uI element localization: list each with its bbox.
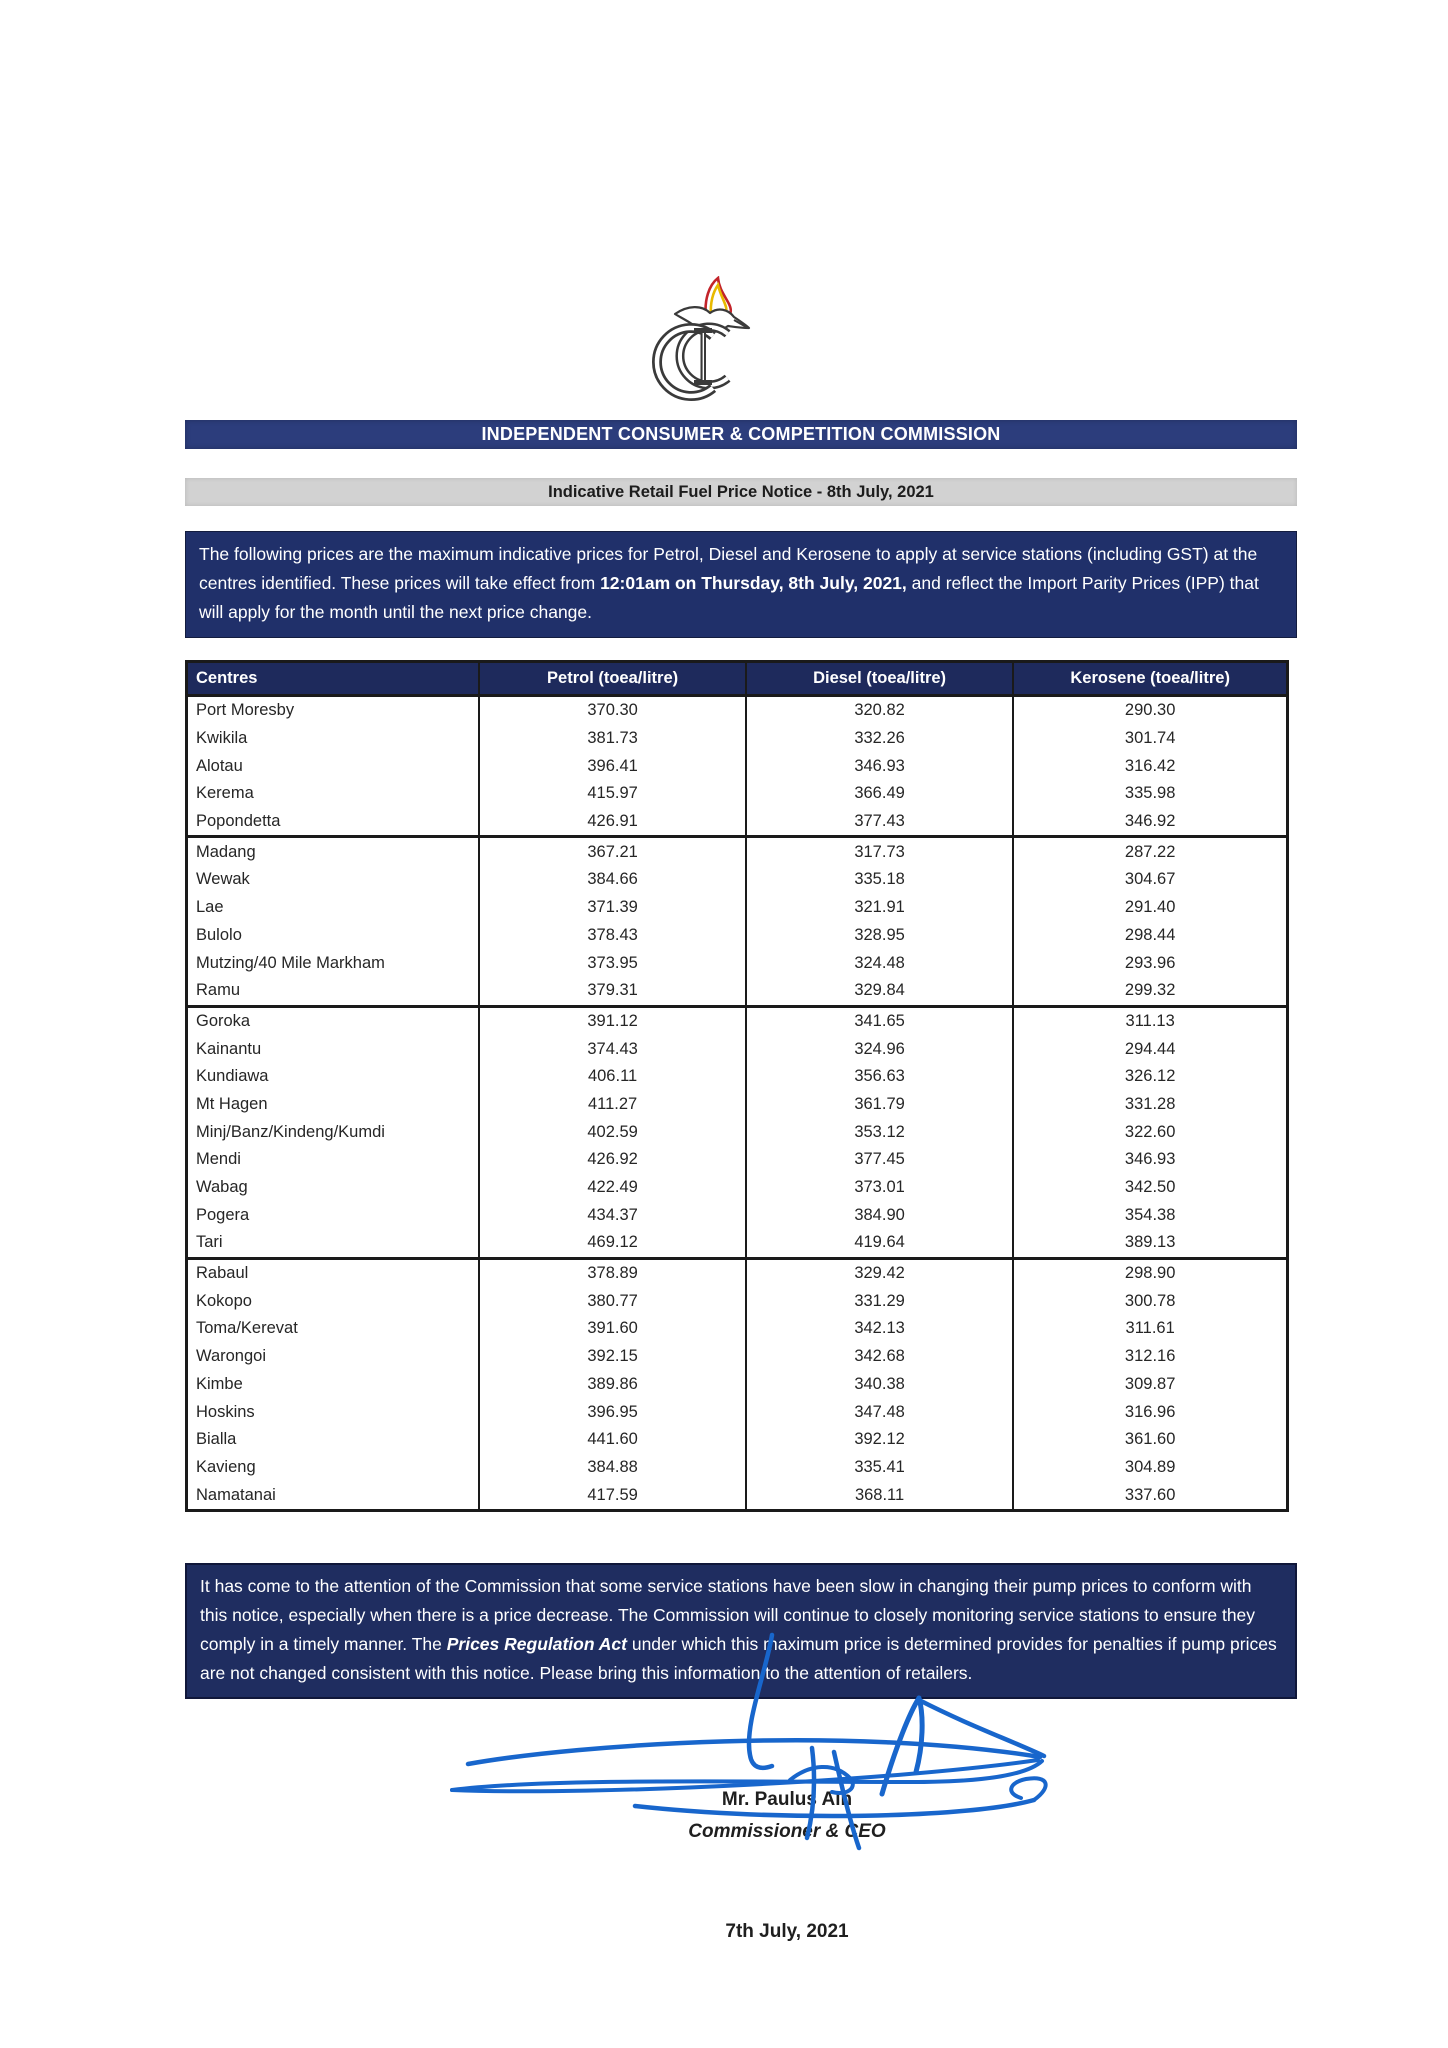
centre-cell: Mendi <box>187 1146 480 1174</box>
price-cell: 377.43 <box>746 808 1014 837</box>
price-cell: 378.89 <box>479 1258 745 1287</box>
price-cell: 354.38 <box>1013 1201 1287 1229</box>
table-row <box>187 1006 1288 1035</box>
price-cell: 342.13 <box>746 1315 1014 1343</box>
price-cell: 389.86 <box>479 1371 745 1399</box>
centre-cell: Toma/Kerevat <box>187 1315 480 1343</box>
price-cell: 311.61 <box>1013 1315 1287 1343</box>
price-cell: 389.13 <box>1013 1229 1287 1258</box>
price-cell: 379.31 <box>479 977 745 1006</box>
price-cell: 331.28 <box>1013 1091 1287 1119</box>
signatory-title: Commissioner & CEO <box>688 1821 886 1842</box>
price-cell: 298.90 <box>1013 1258 1287 1287</box>
centre-cell: Namatanai <box>187 1481 480 1510</box>
price-cell: 340.38 <box>746 1371 1014 1399</box>
table-header <box>187 662 1288 696</box>
price-cell: 316.42 <box>1013 752 1287 780</box>
price-cell: 392.12 <box>746 1426 1014 1454</box>
price-cell: 426.91 <box>479 808 745 837</box>
org-title: INDEPENDENT CONSUMER & COMPETITION COMMISSION <box>481 424 1001 444</box>
centre-cell: Mutzing/40 Mile Markham <box>187 949 480 977</box>
centre-cell: Pogera <box>187 1201 480 1229</box>
compliance-notice <box>185 1563 1297 1699</box>
centre-cell: Kwikila <box>187 725 480 753</box>
centre-cell: Kavieng <box>187 1454 480 1482</box>
price-cell: 293.96 <box>1013 949 1287 977</box>
price-cell: 380.77 <box>479 1287 745 1315</box>
centre-cell: Lae <box>187 894 480 922</box>
price-cell: 361.60 <box>1013 1426 1287 1454</box>
price-cell: 441.60 <box>479 1426 745 1454</box>
price-cell: 415.97 <box>479 780 745 808</box>
table-row <box>187 837 1288 866</box>
centre-cell: Kerema <box>187 780 480 808</box>
table-row <box>187 977 1288 1006</box>
table-row <box>187 1481 1288 1510</box>
price-cell: 304.67 <box>1013 866 1287 894</box>
price-cell: 426.92 <box>479 1146 745 1174</box>
price-cell: 434.37 <box>479 1201 745 1229</box>
price-cell: 346.93 <box>746 752 1014 780</box>
table-row <box>187 725 1288 753</box>
price-cell: 391.12 <box>479 1006 745 1035</box>
price-cell: 324.48 <box>746 949 1014 977</box>
price-cell: 371.39 <box>479 894 745 922</box>
price-cell: 356.63 <box>746 1063 1014 1091</box>
price-cell: 368.11 <box>746 1481 1014 1510</box>
centre-cell: Goroka <box>187 1006 480 1035</box>
price-cell: 469.12 <box>479 1229 745 1258</box>
price-cell: 290.30 <box>1013 696 1287 725</box>
price-cell: 299.32 <box>1013 977 1287 1006</box>
notice-text-act: Prices Regulation Act <box>446 1634 627 1654</box>
price-cell: 294.44 <box>1013 1035 1287 1063</box>
table-row <box>187 1229 1288 1258</box>
price-cell: 374.43 <box>479 1035 745 1063</box>
price-cell: 411.27 <box>479 1091 745 1119</box>
price-cell: 332.26 <box>746 725 1014 753</box>
table-row <box>187 780 1288 808</box>
price-cell: 335.98 <box>1013 780 1287 808</box>
price-cell: 417.59 <box>479 1481 745 1510</box>
price-cell: 304.89 <box>1013 1454 1287 1482</box>
price-cell: 422.49 <box>479 1174 745 1202</box>
iccc-crest-logo-icon <box>648 276 760 414</box>
price-cell: 384.90 <box>746 1201 1014 1229</box>
table-row <box>187 922 1288 950</box>
table-row <box>187 1454 1288 1482</box>
price-cell: 361.79 <box>746 1091 1014 1119</box>
notice-title: Indicative Retail Fuel Price Notice - 8th July, 2021 <box>548 482 934 501</box>
price-cell: 346.93 <box>1013 1146 1287 1174</box>
table-row <box>187 1174 1288 1202</box>
centre-cell: Alotau <box>187 752 480 780</box>
centre-cell: Mt Hagen <box>187 1091 480 1119</box>
price-cell: 316.96 <box>1013 1398 1287 1426</box>
price-cell: 320.82 <box>746 696 1014 725</box>
price-cell: 378.43 <box>479 922 745 950</box>
price-cell: 311.13 <box>1013 1006 1287 1035</box>
price-cell: 312.16 <box>1013 1343 1287 1371</box>
price-cell: 342.50 <box>1013 1174 1287 1202</box>
price-cell: 324.96 <box>746 1035 1014 1063</box>
price-cell: 309.87 <box>1013 1371 1287 1399</box>
table-row <box>187 1343 1288 1371</box>
intro-text-post: and reflect the Import Parity Prices (IPP) that will apply for the month until the next price change. <box>199 573 1259 622</box>
price-cell: 381.73 <box>479 725 745 753</box>
table-row <box>187 1201 1288 1229</box>
centre-cell: Ramu <box>187 977 480 1006</box>
centre-cell: Popondetta <box>187 808 480 837</box>
column-header-kerosene: Kerosene (toea/litre) <box>1013 662 1287 696</box>
signatory-name: Mr. Paulus Ain <box>721 1789 853 1810</box>
centre-cell: Kundiawa <box>187 1063 480 1091</box>
table-row <box>187 949 1288 977</box>
price-cell: 396.41 <box>479 752 745 780</box>
price-cell: 328.95 <box>746 922 1014 950</box>
table-row <box>187 1371 1288 1399</box>
table-row <box>187 1035 1288 1063</box>
price-cell: 353.12 <box>746 1118 1014 1146</box>
price-cell: 298.44 <box>1013 922 1287 950</box>
price-cell: 291.40 <box>1013 894 1287 922</box>
price-cell: 337.60 <box>1013 1481 1287 1510</box>
notice-text-pre: It has come to the attention of the Commission that some service stations have been slow in changing their pump prices to conform with this notice, especially when there is a price decrease. The Commission will continue to closely monitoring service stations to ensure they comply in a timely manner. The <box>200 1576 1256 1654</box>
centre-cell: Bulolo <box>187 922 480 950</box>
table-row <box>187 808 1288 837</box>
centre-cell: Kainantu <box>187 1035 480 1063</box>
i-stem-inner <box>703 333 704 380</box>
centre-cell: Kokopo <box>187 1287 480 1315</box>
fuel-price-table-body <box>187 696 1288 1511</box>
intro-text-pre: The following prices are the maximum indicative prices for Petrol, Diesel and Kerosene to apply at service stations (including GST) at the centres identified. These prices will take effect from <box>199 544 1258 593</box>
table-row <box>187 1287 1288 1315</box>
table-row <box>187 866 1288 894</box>
price-cell: 326.12 <box>1013 1063 1287 1091</box>
notice-title-bar <box>185 478 1297 506</box>
price-cell: 335.41 <box>746 1454 1014 1482</box>
centre-cell: Minj/Banz/Kindeng/Kumdi <box>187 1118 480 1146</box>
centre-cell: Bialla <box>187 1426 480 1454</box>
centre-cell: Wabag <box>187 1174 480 1202</box>
price-cell: 377.45 <box>746 1146 1014 1174</box>
table-row <box>187 894 1288 922</box>
price-cell: 322.60 <box>1013 1118 1287 1146</box>
price-cell: 346.92 <box>1013 808 1287 837</box>
column-header-diesel: Diesel (toea/litre) <box>746 662 1014 696</box>
centre-cell: Rabaul <box>187 1258 480 1287</box>
price-cell: 331.29 <box>746 1287 1014 1315</box>
document-date: 7th July, 2021 <box>725 1921 849 1942</box>
centre-cell: Port Moresby <box>187 696 480 725</box>
table-row <box>187 1315 1288 1343</box>
table-row <box>187 1398 1288 1426</box>
intro-paragraph <box>185 531 1297 638</box>
price-cell: 287.22 <box>1013 837 1287 866</box>
table-row <box>187 696 1288 725</box>
price-cell: 392.15 <box>479 1343 745 1371</box>
centre-cell: Hoskins <box>187 1398 480 1426</box>
table-row <box>187 1091 1288 1119</box>
centre-cell: Wewak <box>187 866 480 894</box>
column-header-centres: Centres <box>187 662 480 696</box>
price-cell: 300.78 <box>1013 1287 1287 1315</box>
table-row <box>187 1063 1288 1091</box>
price-cell: 367.21 <box>479 837 745 866</box>
table-row <box>187 1258 1288 1287</box>
price-cell: 384.88 <box>479 1454 745 1482</box>
price-cell: 391.60 <box>479 1315 745 1343</box>
price-cell: 406.11 <box>479 1063 745 1091</box>
column-header-petrol: Petrol (toea/litre) <box>479 662 745 696</box>
notice-text-post: under which this maximum price is determined provides for penalties if pump prices are not changed consistent with this notice. Please bring this information to the attention of retailers. <box>200 1634 1277 1683</box>
price-cell: 373.01 <box>746 1174 1014 1202</box>
price-cell: 329.42 <box>746 1258 1014 1287</box>
price-cell: 370.30 <box>479 696 745 725</box>
price-cell: 396.95 <box>479 1398 745 1426</box>
intro-text-bold: 12:01am on Thursday, 8th July, 2021, <box>600 573 907 593</box>
price-cell: 373.95 <box>479 949 745 977</box>
price-cell: 321.91 <box>746 894 1014 922</box>
price-cell: 335.18 <box>746 866 1014 894</box>
price-cell: 366.49 <box>746 780 1014 808</box>
org-title-bar <box>185 420 1297 449</box>
price-cell: 317.73 <box>746 837 1014 866</box>
price-cell: 342.68 <box>746 1343 1014 1371</box>
table-row <box>187 1146 1288 1174</box>
centre-cell: Madang <box>187 837 480 866</box>
table-row <box>187 752 1288 780</box>
centre-cell: Tari <box>187 1229 480 1258</box>
table-row <box>187 1118 1288 1146</box>
price-cell: 301.74 <box>1013 725 1287 753</box>
centre-cell: Warongoi <box>187 1343 480 1371</box>
price-cell: 329.84 <box>746 977 1014 1006</box>
price-cell: 402.59 <box>479 1118 745 1146</box>
fuel-price-table <box>185 660 1289 1512</box>
price-cell: 419.64 <box>746 1229 1014 1258</box>
centre-cell: Kimbe <box>187 1371 480 1399</box>
price-cell: 384.66 <box>479 866 745 894</box>
price-cell: 341.65 <box>746 1006 1014 1035</box>
price-cell: 347.48 <box>746 1398 1014 1426</box>
table-row <box>187 1426 1288 1454</box>
table-header-row <box>187 662 1288 696</box>
